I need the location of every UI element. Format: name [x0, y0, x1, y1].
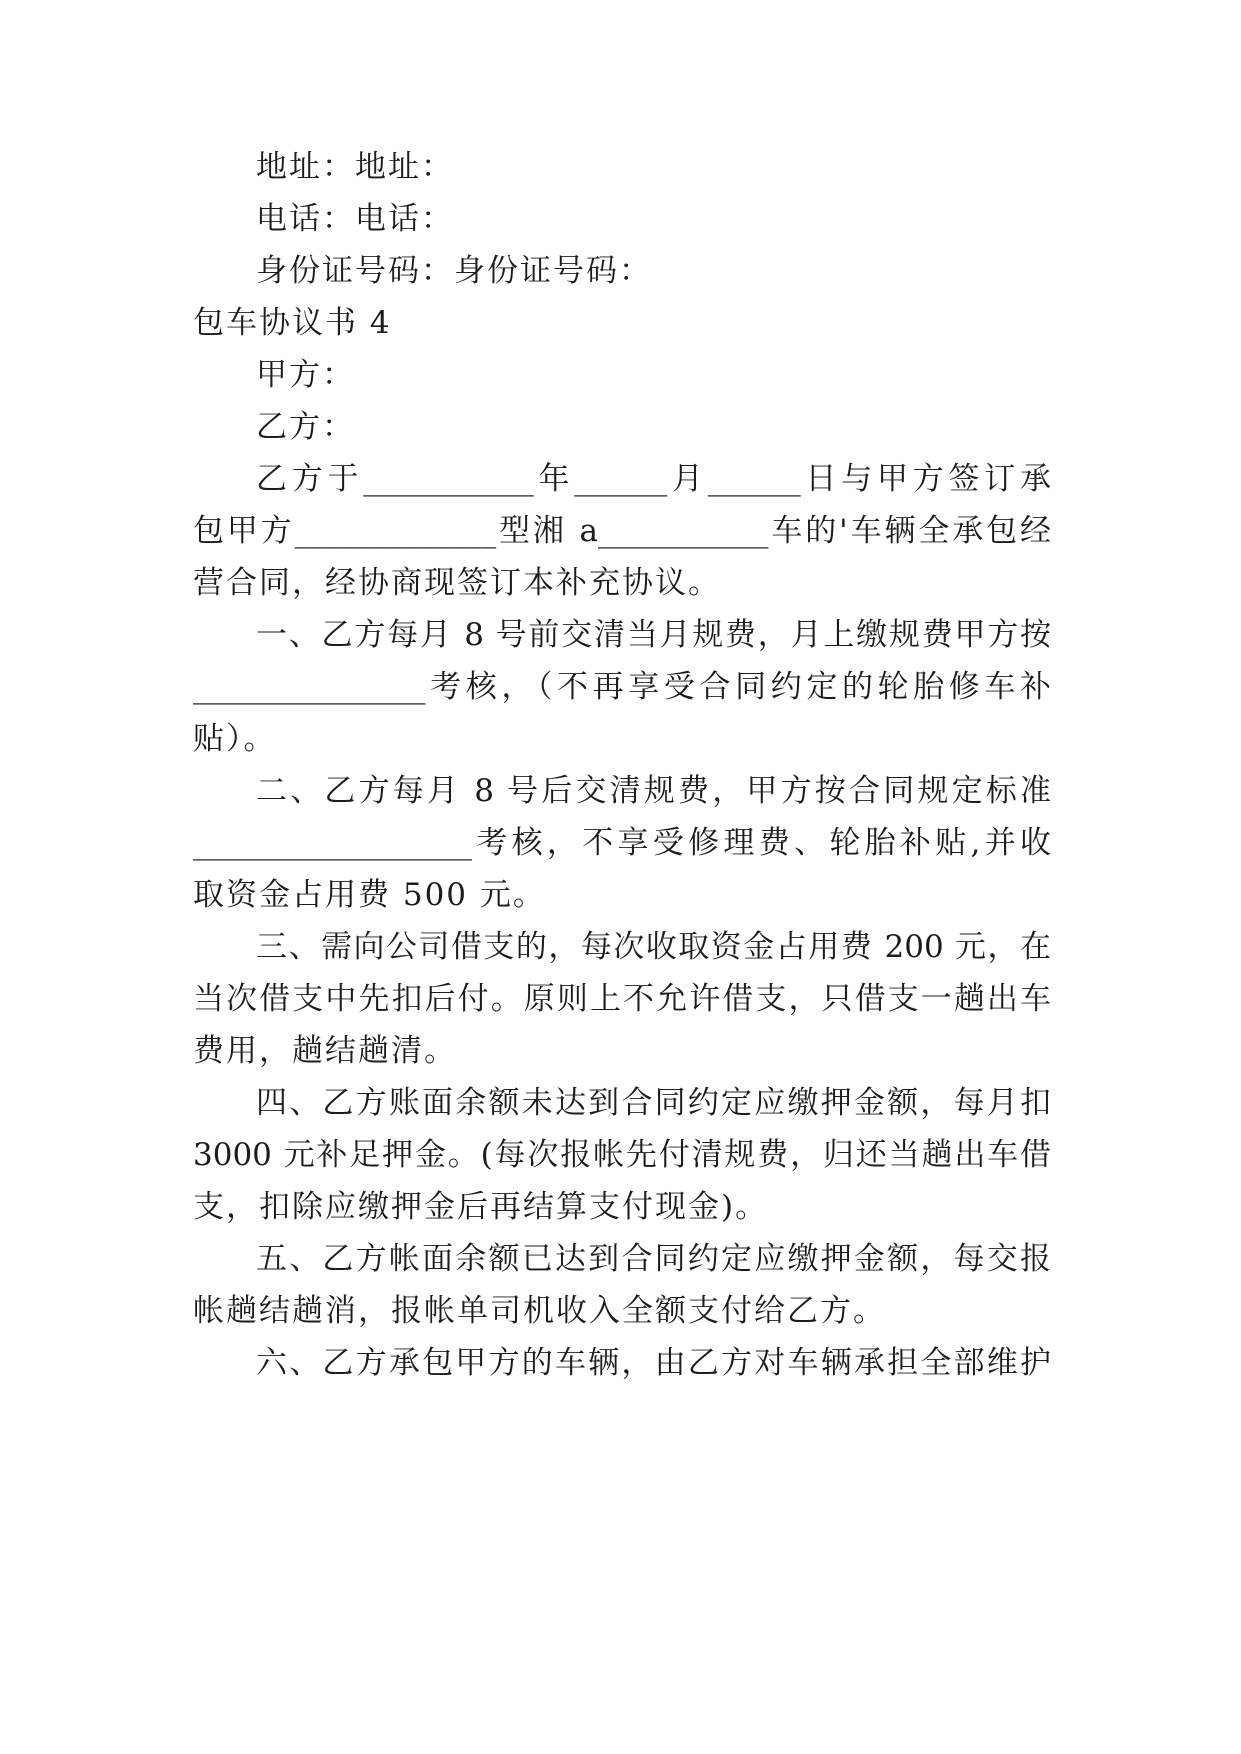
clause-3-line-1: 三、需向公司借支的，每次收取资金占用费 200 元，在 [256, 929, 1051, 965]
clause-2-line-2: __________________考核，不享受修理费、轮胎补贴,并收 [193, 825, 1051, 861]
clause-2-line-3: 取资金占用费 500 元。 [193, 877, 546, 913]
clause-4-line-1: 四、乙方账面余额未达到合同约定应缴押金额，每月扣 [256, 1085, 1051, 1121]
clause-2-line-1: 二、乙方每月 8 号后交清规费，甲方按合同规定标准 [256, 773, 1051, 809]
paragraph-intro-line-1: 乙方于___________年______月______日与甲方签订承 [256, 461, 1051, 497]
clause-5-line-2: 帐趟结趟消，报帐单司机收入全额支付给乙方。 [193, 1293, 886, 1329]
paragraph-intro-line-3: 营合同，经协商现签订本补充协议。 [193, 565, 721, 601]
clause-4-line-3: 支，扣除应缴押金后再结算支付现金)。 [193, 1189, 769, 1225]
clause-3-line-3: 费用，趟结趟清。 [193, 1033, 457, 1069]
clause-6-line-1: 六、乙方承包甲方的车辆，由乙方对车辆承担全部维护 [256, 1345, 1051, 1381]
clause-4-line-2: 3000 元补足押金。(每次报帐先付清规费，归还当趟出车借 [193, 1137, 1051, 1173]
paragraph-intro-line-2: 包甲方_____________型湘 a___________车的'车辆全承包经 [193, 513, 1051, 549]
clause-1-line-2: _______________考核，（不再享受合同约定的轮胎修车补 [193, 669, 1051, 705]
party-a-line: 甲方： [256, 357, 355, 393]
phone-line: 电话：电话： [256, 201, 454, 237]
id-number-line: 身份证号码：身份证号码： [256, 253, 652, 289]
clause-1-line-1: 一、乙方每月 8 号前交清当月规费，月上缴规费甲方按 [256, 617, 1051, 653]
party-b-line: 乙方： [256, 409, 355, 445]
clause-5-line-1: 五、乙方帐面余额已达到合同约定应缴押金额，每交报 [256, 1241, 1051, 1277]
clause-3-line-2: 当次借支中先扣后付。原则上不允许借支，只借支一趟出车 [193, 981, 1051, 1017]
clause-1-line-3: 贴）。 [193, 721, 277, 757]
document-title: 包车协议书 4 [193, 305, 392, 341]
address-line: 地址：地址： [256, 149, 454, 185]
